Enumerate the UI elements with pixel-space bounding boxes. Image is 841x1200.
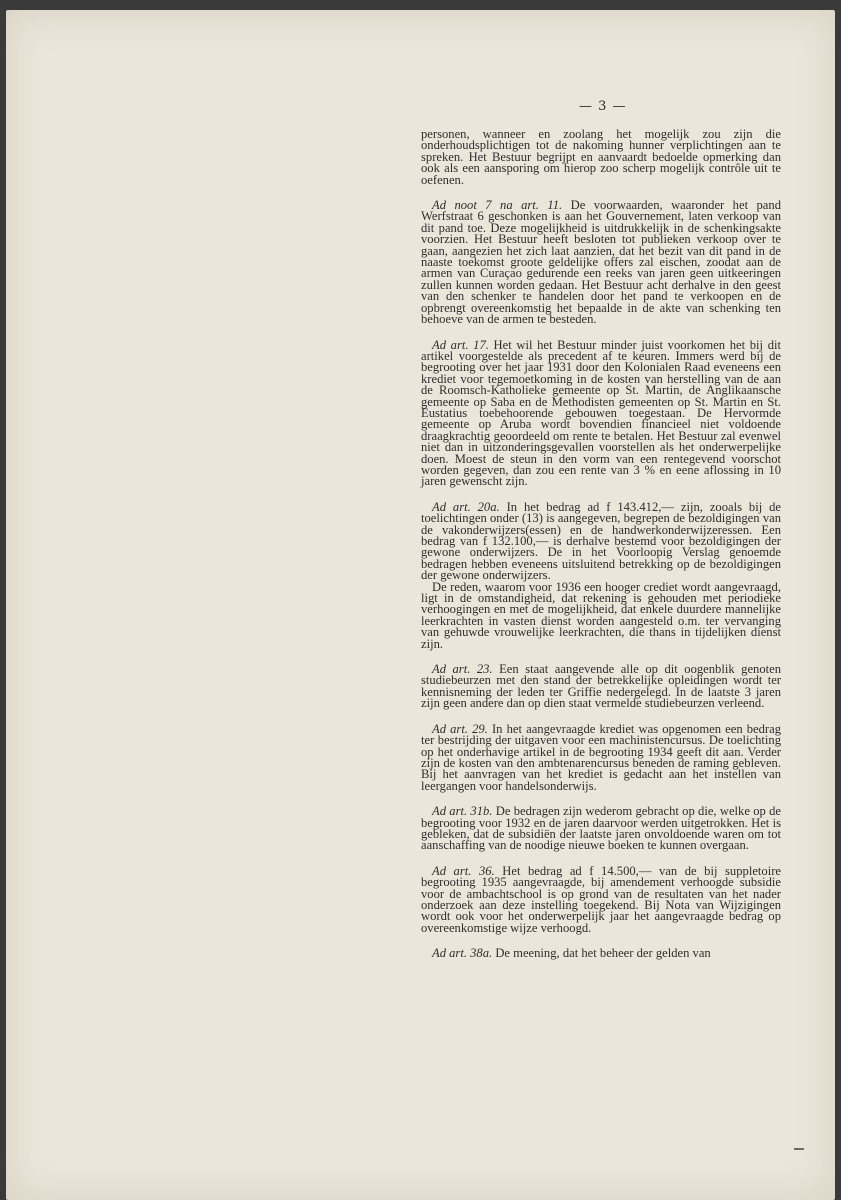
text-column xyxy=(421,129,781,974)
article-reference: Ad art. 29. xyxy=(432,721,488,736)
page-number: — 3 — xyxy=(579,99,627,114)
paragraph-text: De voorwaarden, waaronder het pand Werfstraat 6 geschonken is aan het Gouvernement, laten verkoop van dit pand toe. Deze mogelijkheid is uitdrukkelijk in de schenkingsakte voorzien. Het Bestuur heeft besloten tot publieken verkoop over te gaan, aangezien het zich laat aanzien, dat het bezit van dit pand in de naaste toekomst groote geldelijke offers zal eischen, zoodat aan de armen van Curaçao gedurende een reeks van jaren geen uitkeeringen zullen kunnen worden gedaan. Het Bestuur acht derhalve in den geest van den schenker te handelen door het pand te verkoopen en de opbrengt overeenkomstig het bepaalde in de akte van schenking ten behoeve van de armen te besteden. xyxy=(421,198,781,327)
paragraph xyxy=(421,948,781,959)
paragraph xyxy=(421,579,781,651)
article-reference: Ad art. 20a. xyxy=(432,499,500,514)
paragraph xyxy=(421,337,781,489)
paragraph-text: De bedragen zijn wederom gebracht op die, welke op de begrooting voor 1932 en de jaren daarvoor werden uitgetrokken. Het is gebleken, dat de subsidiën der laatste jaren onvoldoende waren om tot aanschaffing van de noodige nieuwe boeken te kunnen overgaan. xyxy=(421,804,781,853)
paragraph xyxy=(421,721,782,793)
article-reference: Ad art. 23. xyxy=(432,662,493,677)
article-reference: Ad art. 38a. xyxy=(432,946,493,961)
article-reference: Ad art. 36. xyxy=(432,863,495,878)
paragraph-text: In het bedrag ad f 143.412,— zijn, zooals bij de toelichtingen onder (13) is aangegeven, begrepen de bezoldigingen van de vakonderwijzers(essen) en de handwerkonderwijzeressen. Een bedrag van f 132.100,— is derhalve bestemd voor bezoldigingen der gewone onderwijzers. De in het Voorloopig Verslag genoemde bedragen hebben eveneens uitsluitend betrekking op de bezoldigingen der gewone onderwijzers. xyxy=(421,499,781,583)
paragraph-text: De reden, waarom voor 1936 een hooger crediet wordt aangevraagd, ligt in de omstandigheid, dat rekening is gehouden met periodieke verhoogingen en met de mogelijkheid, dat enkele duurdere mannelijke leerkrachten in vasten dienst worden aangesteld o.m. ter vervanging van gehuwde vrouwelijke leerkrachten, die thans in tijdelijken dienst zijn. xyxy=(421,579,781,651)
paragraph xyxy=(421,664,781,710)
article-reference: Ad art. 17. xyxy=(432,337,489,352)
paragraph-text: In het aangevraagde krediet was opgenomen een bedrag ter bestrijding der uitgaven voor een machinistencursus. De toelichting op het onderhavige artikel in de begrooting 1934 geeft dit aan. Verder zijn de kosten van den ambtenarencursus beneden de raming gebleven. Bij het aanvragen van het krediet is gedacht aan het instellen van leergangen voor handelsonderwijs. xyxy=(421,721,782,793)
paragraph-text: personen, wanneer en zoolang het mogelijk zou zijn die onderhoudsplichtigen tot de nakoming hunner verplichtingen aan te spreken. Het Bestuur begrijpt en aanvaardt bedoelde opmerking dan ook als een aansporing om hierop zoo scherp mogelijk contrôle uit te oefenen. xyxy=(421,127,781,187)
paragraph xyxy=(421,863,781,935)
margin-mark xyxy=(794,1148,804,1150)
paragraph-text: Het bedrag ad f 14.500,— van de bij suppletoire begrooting 1935 aangevraagde, bij amendement verhoogde subsidie voor de ambachtschool is op grond van de resultaten van het nader onderzoek aan deze instelling toegekend. Bij Nota van Wijzigingen wordt ook voor het onderwerpelijk jaar het aangevraagde bedrag op overeenkomstige wijze verhoogd. xyxy=(421,863,781,935)
paragraph xyxy=(421,200,781,325)
paragraph-text: De meening, dat het beheer der gelden van xyxy=(495,946,711,961)
article-reference: Ad art. 31b. xyxy=(432,804,493,819)
paragraph xyxy=(421,129,781,186)
paragraph-text: Het wil het Bestuur minder juist voorkomen het bij dit artikel voorgestelde als precedent af te keuren. Immers werd bij de begrooting over het jaar 1931 door den Kolonialen Raad eveneens een krediet voor tegemoetkoming in de kosten van herstelling van de aan de Roomsch-Katholieke gemeente op St. Martin, de Anglikaansche gemeente op Saba en de Methodisten gemeenten op St. Martin en St. Eustatius toebehoorende gebouwen toegestaan. De Hervormde gemeente op Aruba wordt bovendien financieel niet voldoende draagkrachtig geoordeeld om rente te betalen. Het Bestuur zal evenwel niet dan in uitzonderingsgevallen voorstellen als het onderwerpelijke doen. Moest de steun in den vorm van een rentegevend voorschot worden gegeven, dan zou een rente van 3 % en eene aflossing in 10 jaren gewenscht zijn. xyxy=(421,337,781,489)
document-page xyxy=(6,10,835,1200)
paragraph-text: Een staat aangevende alle op dit oogenblik genoten studiebeurzen met den stand der betrekkelijke opleidingen wordt ter kennisneming der leden ter Griffie nedergelegd. In de laatste 3 jaren zijn geen andere dan op dien staat vermelde studiebeurzen verleend. xyxy=(421,662,782,711)
paragraph xyxy=(421,499,781,583)
paragraph xyxy=(421,806,781,852)
article-reference: Ad noot 7 na art. 11. xyxy=(432,198,563,213)
